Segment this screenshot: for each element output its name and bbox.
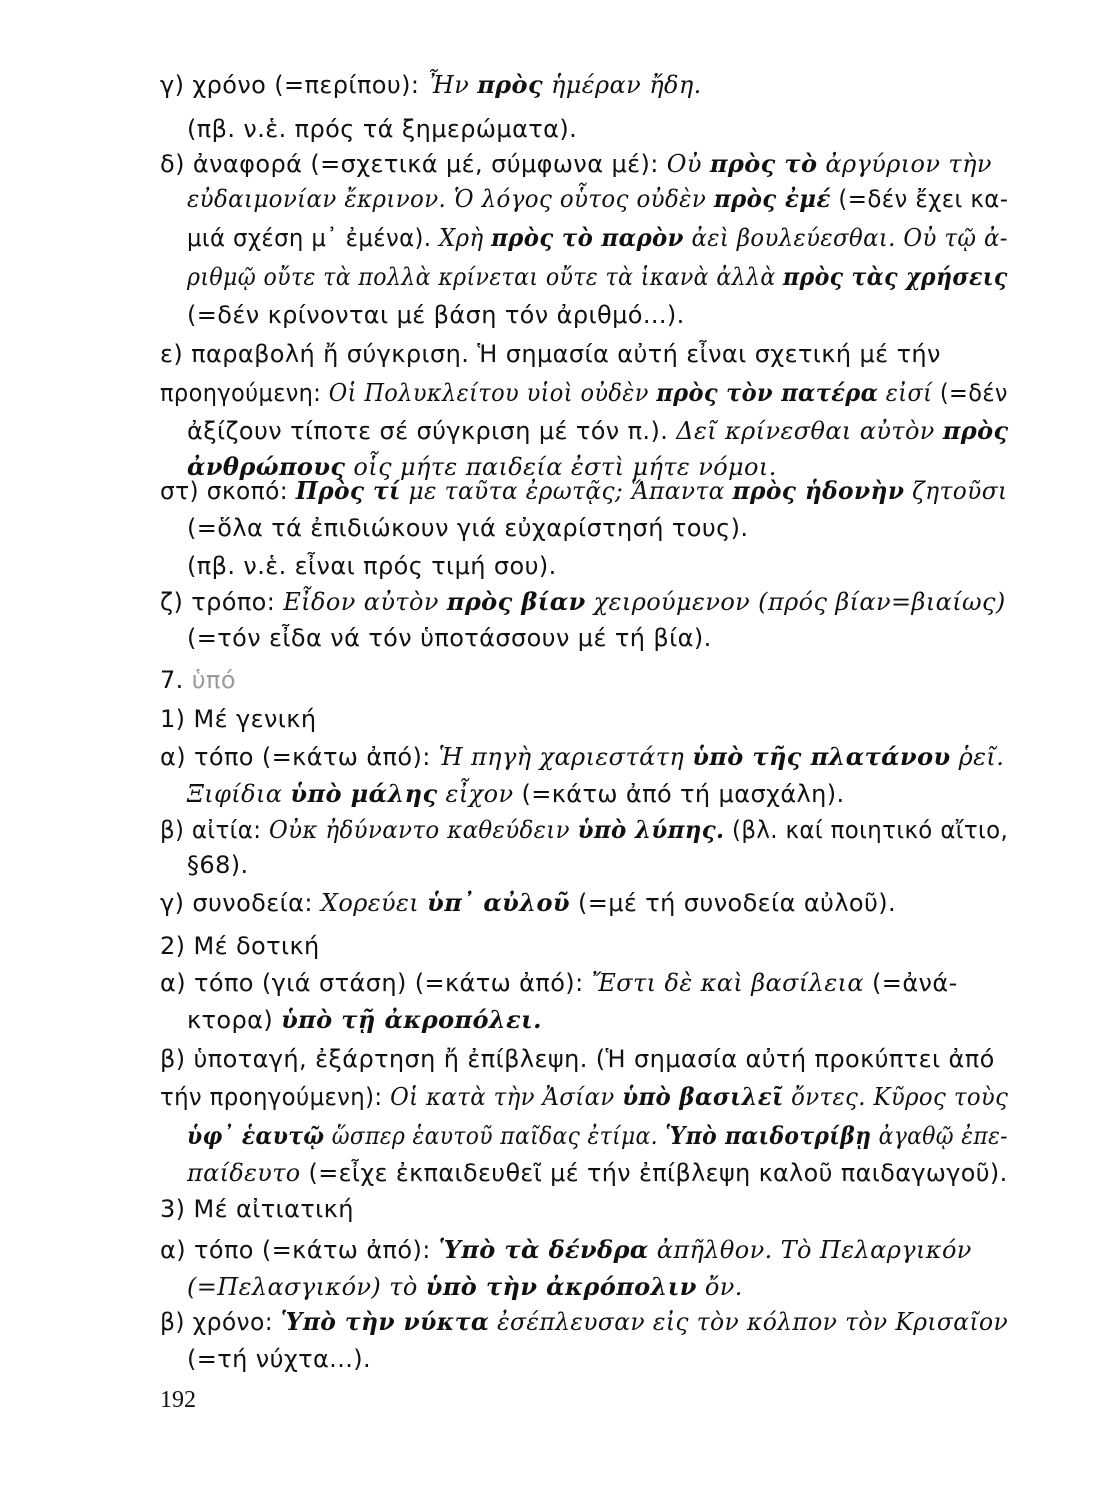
emphasized-text: πρὸς bbox=[477, 70, 543, 99]
text-line bbox=[187, 222, 1008, 254]
text-line bbox=[160, 741, 1004, 773]
body-text: μιά σχέση μ᾽ ἐμένα). bbox=[187, 224, 440, 252]
text-line bbox=[160, 475, 1008, 507]
body-text: β) χρόνο: bbox=[160, 1308, 281, 1336]
emphasized-text: Πρὸς τί bbox=[295, 476, 401, 505]
example-text: εὐδαιμονίαν ἔκρινον. Ὁ λόγος οὗτος οὐδὲν bbox=[187, 185, 714, 213]
body-text: §68). bbox=[187, 851, 249, 879]
text-line bbox=[160, 1234, 972, 1266]
text-line bbox=[160, 930, 320, 962]
emphasized-text: πρὸς ἡδονὴν bbox=[732, 476, 905, 505]
text-line bbox=[187, 113, 577, 145]
example-text: ἀπῆλθον. Τὸ Πελαργικόν bbox=[648, 1236, 972, 1264]
body-text: ζ) τρόπο: bbox=[160, 588, 284, 616]
text-line bbox=[160, 1081, 1008, 1113]
emphasized-text: πρὸς τὰς χρήσεις bbox=[783, 262, 1008, 291]
text-line bbox=[187, 1271, 743, 1303]
body-text: (πβ. ν.ἑ. πρός τά ξημερώματα). bbox=[187, 115, 578, 143]
example-text: Ἔστι δὲ καὶ βασίλεια bbox=[591, 969, 865, 997]
example-text: Οὐκ ἠδύναντο καθεύδειν bbox=[268, 816, 578, 844]
emphasized-text: Ὑπὸ τὰ δένδρα bbox=[438, 1235, 649, 1264]
emphasized-text: ὑπὸ τῆς πλατάνου bbox=[692, 742, 951, 771]
emphasized-text: ὑπὸ βασιλεῖ bbox=[622, 1082, 784, 1111]
body-text: β) αἰτία: bbox=[160, 816, 269, 844]
body-text: (=κάτω ἀπό τή μασχάλη). bbox=[513, 780, 845, 808]
body-text: (=δέν ἔχει κα- bbox=[830, 185, 1009, 213]
body-text: στ) σκοπό: bbox=[160, 477, 296, 505]
emphasized-text: πρὸς τὸν πατέρα bbox=[656, 378, 879, 407]
emphasized-text: ὑπὸ λύπης. bbox=[577, 815, 725, 844]
text-line bbox=[160, 1043, 995, 1075]
body-text: (=ὅλα τά ἐπιδιώκουν γιά εὐχαρίστησή τους). bbox=[187, 514, 749, 542]
example-text: οἷς μήτε παιδεία ἐστὶ μήτε νόμοι. bbox=[345, 453, 777, 481]
example-text: (=Πελασγικόν) τὸ bbox=[187, 1273, 426, 1301]
text-line bbox=[160, 664, 236, 696]
body-text: α) τόπο (=κάτω ἀπό): bbox=[160, 1236, 439, 1264]
body-text: (=μέ τή συνοδεία αὐλοῦ). bbox=[569, 889, 897, 917]
text-line bbox=[187, 622, 712, 654]
example-text: ὄντες. Κῦρος τοὺς bbox=[783, 1083, 1009, 1111]
text-line bbox=[187, 1120, 1008, 1152]
body-text: ἀξίζουν τίποτε σέ σύγκριση μέ τόν π.). bbox=[187, 417, 677, 445]
example-text: εἰσί bbox=[878, 379, 933, 407]
emphasized-text: Ὑπὸ παιδοτρίβῃ bbox=[665, 1121, 872, 1150]
body-text: ε) παραβολή ἤ σύγκριση. Ἡ σημασία αὐτή εἶναι σχετική μέ τήν bbox=[160, 340, 941, 368]
body-text: 2) Μέ δοτική bbox=[160, 932, 320, 960]
section-heading-text: ὑπό bbox=[191, 666, 236, 694]
example-text: ἀργύριον τὴν bbox=[817, 150, 992, 178]
emphasized-text: ἀνθρώπους bbox=[187, 452, 346, 481]
body-text: 1) Μέ γενική bbox=[160, 705, 317, 733]
text-line bbox=[187, 1157, 1008, 1189]
example-text: ριθμῷ οὔτε τὰ πολλὰ κρίνεται οὔτε τὰ ἱκανὰ ἀλλὰ bbox=[187, 263, 784, 291]
text-line bbox=[187, 1004, 542, 1036]
example-text: παίδευτο bbox=[187, 1159, 301, 1187]
example-text: εἶχον bbox=[437, 780, 514, 808]
text-line bbox=[160, 1306, 1008, 1338]
body-text: (βλ. καί ποιητικό αἴτιο, bbox=[724, 816, 1009, 844]
body-text: γ) συνοδεία: bbox=[160, 889, 321, 917]
emphasized-text: ὑπὸ μάλης bbox=[290, 779, 438, 808]
text-line bbox=[187, 261, 1008, 293]
example-text: Ξιφίδια bbox=[187, 780, 291, 808]
body-text: κτορα) bbox=[187, 1006, 282, 1034]
body-text: β) ὑποταγή, ἐξάρτηση ἤ ἐπίβλεψη. (Ἡ σημασία αὐτή προκύπτει ἀπό bbox=[160, 1045, 995, 1073]
example-text: Εἶδον αὐτὸν bbox=[283, 588, 447, 616]
example-text: ἀεὶ βουλεύεσθαι. Οὐ τῷ ἀ- bbox=[683, 224, 1008, 252]
body-text: α) τόπο (=κάτω ἀπό): bbox=[160, 743, 439, 771]
example-text: ἡμέραν ἤδη. bbox=[542, 71, 702, 99]
example-text: Χορεύει bbox=[320, 889, 428, 917]
text-line bbox=[187, 778, 845, 810]
example-text: ὄν. bbox=[696, 1273, 743, 1301]
example-text: Ἦν bbox=[427, 71, 478, 99]
body-text: προηγούμενη: bbox=[160, 379, 329, 407]
text-line bbox=[187, 299, 685, 331]
text-line bbox=[160, 967, 958, 999]
text-line bbox=[160, 887, 896, 919]
example-text: ζητοῦσι bbox=[904, 477, 1008, 505]
body-text: α) τόπο (γιά στάση) (=κάτω ἀπό): bbox=[160, 969, 592, 997]
emphasized-text: ὑπὸ τῇ ἀκροπόλει. bbox=[281, 1005, 542, 1034]
body-text: (=εἶχε ἐκπαιδευθεῖ μέ τήν ἐπίβλεψη καλοῦ παιδαγωγοῦ). bbox=[300, 1159, 1008, 1187]
example-text: χειρούμενον (πρός βίαν=βιαίως) bbox=[585, 588, 1006, 616]
text-line bbox=[160, 814, 1008, 846]
text-line bbox=[187, 415, 1008, 447]
emphasized-text: πρὸς bbox=[942, 416, 1009, 445]
example-text: Ἡ πηγὴ χαριεστάτη bbox=[438, 743, 693, 771]
text-line bbox=[187, 512, 748, 544]
text-line bbox=[160, 148, 992, 180]
example-text: ῥεῖ. bbox=[950, 743, 1005, 771]
body-text: δ) ἀναφορά (=σχετικά μέ, σύμφωνα μέ): bbox=[160, 150, 667, 178]
emphasized-text: πρὸς βίαν bbox=[446, 587, 586, 616]
example-text: Χρὴ bbox=[439, 224, 492, 252]
body-text: (πβ. ν.ἑ. εἶναι πρός τιμή σου). bbox=[187, 552, 557, 580]
example-text: Οἱ κατὰ τὴν Ἀσίαν bbox=[390, 1083, 623, 1111]
text-line bbox=[187, 183, 1008, 215]
body-text: τήν προηγούμενη): bbox=[160, 1083, 391, 1111]
text-line bbox=[160, 1193, 354, 1225]
emphasized-text: πρὸς τὸ παρὸν bbox=[491, 223, 684, 252]
example-text: ὥσπερ ἑαυτοῦ παῖδας ἐτίμα. bbox=[324, 1122, 666, 1150]
example-text: ἀγαθῷ ἐπε- bbox=[871, 1122, 1008, 1150]
body-text: (=τή νύχτα...). bbox=[187, 1345, 372, 1373]
body-text: (=δέν κρίνονται μέ βάση τόν ἀριθμό...). bbox=[187, 301, 685, 329]
body-text: (=τόν εἶδα νά τόν ὑποτάσσουν μέ τή βία). bbox=[187, 624, 712, 652]
body-text: 7. bbox=[160, 666, 192, 694]
text-line bbox=[160, 703, 316, 735]
text-line bbox=[160, 69, 702, 101]
body-text: γ) χρόνο (=περίπου): bbox=[160, 71, 428, 99]
text-line bbox=[160, 338, 941, 370]
emphasized-text: ὑπὸ τὴν ἀκρόπολιν bbox=[425, 1272, 697, 1301]
text-line bbox=[160, 586, 1006, 618]
example-text: με ταῦτα ἐρωτᾷς; Ἅπαντα bbox=[400, 477, 733, 505]
text-line bbox=[160, 377, 1008, 409]
text-line bbox=[187, 849, 249, 881]
example-text: Οὐ bbox=[666, 150, 710, 178]
example-text: Δεῖ κρίνεσθαι αὐτὸν bbox=[676, 417, 943, 445]
example-text: ἐσέπλευσαν εἰς τὸν κόλπον τὸν Κρισαῖον bbox=[489, 1308, 1009, 1336]
emphasized-text: Ὑπὸ τὴν νύκτα bbox=[280, 1307, 490, 1336]
emphasized-text: πρὸς ἐμέ bbox=[713, 184, 831, 213]
emphasized-text: ὑπ᾽ αὐλοῦ bbox=[427, 888, 570, 917]
example-text: Οἱ Πολυκλείτου υἱοὶ οὐδὲν bbox=[328, 379, 657, 407]
body-text: 3) Μέ αἰτιατική bbox=[160, 1195, 354, 1223]
page-number: 192 bbox=[160, 1387, 196, 1413]
emphasized-text: πρὸς τὸ bbox=[709, 149, 818, 178]
emphasized-text: ὑφ᾽ ἑαυτῷ bbox=[187, 1121, 325, 1150]
text-line bbox=[187, 550, 557, 582]
body-text: (=ἀνά- bbox=[864, 969, 958, 997]
body-text: (=δέν bbox=[932, 379, 1008, 407]
text-line bbox=[187, 1343, 371, 1375]
